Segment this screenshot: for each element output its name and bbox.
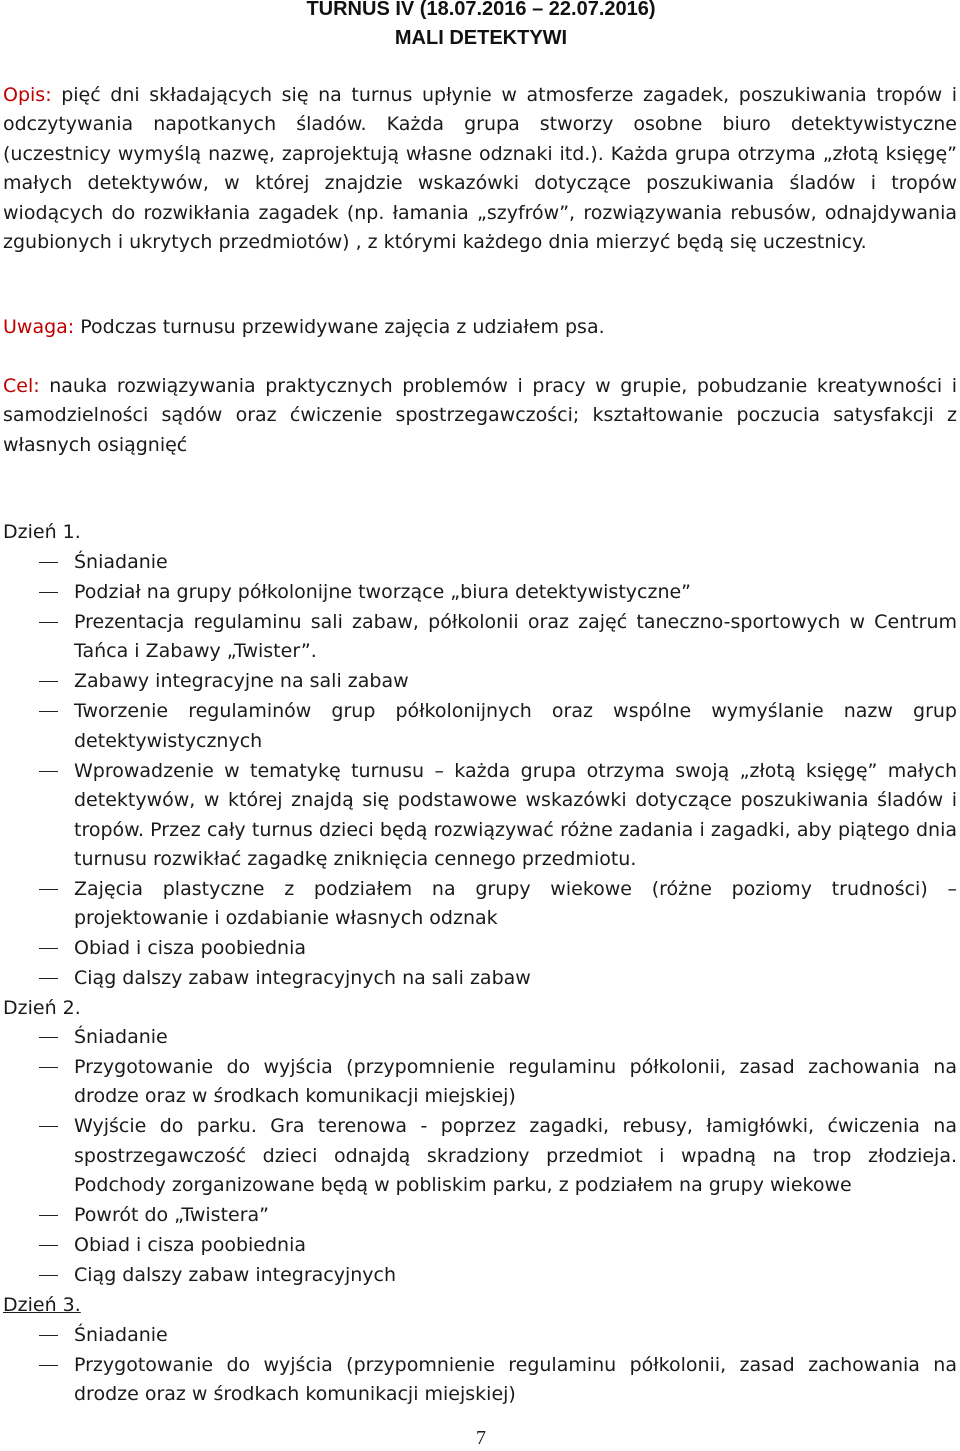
dash-bullet-icon bbox=[39, 978, 58, 979]
list-item: Wyjście do parku. Gra terenowa - poprzez zagadki, rebusy, łamigłówki, ćwiczenia na spostrzegawczość dzieci odnajdą skradziony przedmiot i wpadną na trop złodzieja. Podchody zorganizowane będą w pobliskim parku, z podziałem na grupy wiekowe bbox=[3, 1112, 957, 1200]
dash-bullet-icon bbox=[39, 889, 58, 890]
turnus-heading: TURNUS IV (18.07.2016 – 22.07.2016) bbox=[306, 0, 656, 20]
dash-bullet-icon bbox=[39, 1037, 58, 1038]
dash-bullet-icon bbox=[39, 1365, 58, 1366]
list-item: Wprowadzenie w tematykę turnusu – każda grupa otrzyma swoją „złotą księgę” małych detektywów, w której znajdą się podstawowe wskazówki dotyczące poszukiwania śladów i tropów. Przez cały turnus dzieci będą rozwiązywać różne zadania i zagadki, aby piątego dnia turnusu rozwikłać zagadkę zniknięcia cennego przedmiotu. bbox=[3, 757, 957, 875]
list-item: Obiad i cisza poobiednia bbox=[3, 934, 957, 963]
day-2-schedule bbox=[3, 1023, 957, 1291]
dash-bullet-icon bbox=[39, 1067, 58, 1068]
dash-bullet-icon bbox=[39, 1245, 58, 1246]
page-number: 7 bbox=[476, 1427, 486, 1449]
dash-bullet-icon bbox=[39, 592, 58, 593]
opis-paragraph bbox=[3, 81, 957, 257]
dash-bullet-icon bbox=[39, 1215, 58, 1216]
list-item: Śniadanie bbox=[3, 548, 957, 577]
opis-label: Opis: bbox=[3, 84, 52, 106]
dash-bullet-icon bbox=[39, 1335, 58, 1336]
uwaga-text: Podczas turnusu przewidywane zajęcia z udziałem psa. bbox=[74, 316, 605, 338]
list-item: Przygotowanie do wyjścia (przypomnienie regulaminu półkolonii, zasad zachowania na drodze oraz w środkach komunikacji miejskiej) bbox=[3, 1351, 957, 1410]
dash-bullet-icon bbox=[39, 1275, 58, 1276]
uwaga-paragraph bbox=[3, 313, 957, 342]
list-item: Ciąg dalszy zabaw integracyjnych na sali zabaw bbox=[3, 964, 957, 993]
list-item: Śniadanie bbox=[3, 1321, 957, 1350]
list-item: Zajęcia plastyczne z podziałem na grupy wiekowe (różne poziomy trudności) – projektowanie i ozdabianie własnych odznak bbox=[3, 875, 957, 934]
list-item: Śniadanie bbox=[3, 1023, 957, 1052]
dash-bullet-icon bbox=[39, 622, 58, 623]
day-3-heading: Dzień 3. bbox=[3, 1294, 81, 1316]
dash-bullet-icon bbox=[39, 771, 58, 772]
dash-bullet-icon bbox=[39, 681, 58, 682]
dash-bullet-icon bbox=[39, 562, 58, 563]
opis-text: pięć dni składających się na turnus upłynie w atmosferze zagadek, poszukiwania tropów i odczytywania napotkanych śladów. Każda grupa stworzy osobne biuro detektywistyczne (uczestnicy wymyślą nazwę, zaprojektują własne odznaki itd.). Każda grupa otrzyma „złotą księgę” małych detektywów, w której znajdzie wskazówki dotyczące poszukiwania śladów i tropów wiodących do rozwikłania zagadek (np. łamania „szyfrów”, rozwiązywania rebusów, odnajdywania zgubionych i ukrytych przedmiotów) , z którymi każdego dnia mierzyć będą się uczestnicy. bbox=[3, 84, 957, 254]
list-item: Ciąg dalszy zabaw integracyjnych bbox=[3, 1261, 957, 1290]
list-item: Prezentacja regulaminu sali zabaw, półkolonii oraz zajęć taneczno-sportowych w Centrum Tańca i Zabawy „Twister”. bbox=[3, 608, 957, 667]
dash-bullet-icon bbox=[39, 1126, 58, 1127]
list-item: Podział na grupy półkolonijne tworzące „biura detektywistyczne” bbox=[3, 578, 957, 607]
uwaga-label: Uwaga: bbox=[3, 316, 75, 338]
dash-bullet-icon bbox=[39, 711, 58, 712]
list-item: Powrót do „Twistera” bbox=[3, 1201, 957, 1230]
cel-text: nauka rozwiązywania praktycznych problemów i pracy w grupie, pobudzanie kreatywności i samodzielności sądów oraz ćwiczenie spostrzegawczości; kształtowanie poczucia satysfakcji z własnych osiągnięć bbox=[3, 375, 957, 456]
list-item: Zabawy integracyjne na sali zabaw bbox=[3, 667, 957, 696]
document-page bbox=[3, 0, 959, 1451]
cel-paragraph bbox=[3, 372, 957, 460]
day-3-schedule bbox=[3, 1321, 957, 1410]
dash-bullet-icon bbox=[39, 948, 58, 949]
list-item: Tworzenie regulaminów grup półkolonijnych oraz wspólne wymyślanie nazw grup detektywistycznych bbox=[3, 697, 957, 756]
list-item: Przygotowanie do wyjścia (przypomnienie regulaminu półkolonii, zasad zachowania na drodze oraz w środkach komunikacji miejskiej) bbox=[3, 1053, 957, 1112]
turnus-subtitle: MALI DETEKTYWI bbox=[394, 27, 568, 49]
day-1-schedule bbox=[3, 548, 957, 994]
day-2-heading: Dzień 2. bbox=[3, 997, 81, 1019]
day-1-heading: Dzień 1. bbox=[3, 521, 81, 543]
list-item: Obiad i cisza poobiednia bbox=[3, 1231, 957, 1260]
cel-label: Cel: bbox=[3, 375, 40, 397]
